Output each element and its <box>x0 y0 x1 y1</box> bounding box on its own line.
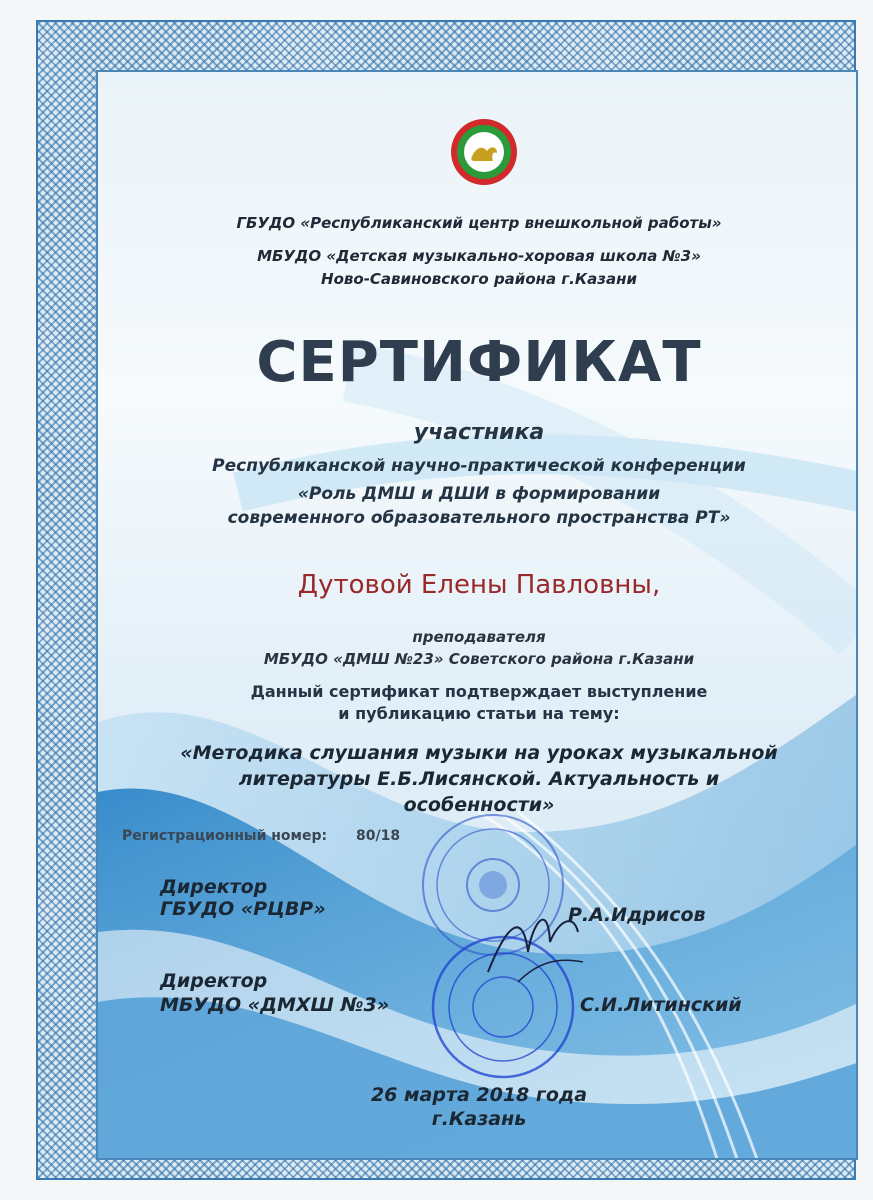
recipient-name: Дутовой Елены Павловны, <box>297 570 661 600</box>
subtitle-theme-1: «Роль ДМШ и ДШИ в формировании <box>297 484 661 504</box>
subtitle-theme-2: современного образовательного пространства РТ» <box>227 508 731 528</box>
registration-label: Регистрационный номер: <box>122 828 328 844</box>
signature-1-icon <box>478 882 588 1002</box>
director-1-name: Р.А.Идрисов <box>568 904 706 926</box>
confirmation-line-2: и публикацию статьи на тему: <box>338 704 620 723</box>
director-2-org: МБУДО «ДМХШ №3» <box>160 994 390 1016</box>
certificate-title: СЕРТИФИКАТ <box>256 330 702 395</box>
recipient-role: преподавателя <box>412 628 546 646</box>
topic-line-1: «Методика слушания музыки на уроках музыкальной <box>180 742 778 764</box>
topic-line-2: литературы Е.Б.Лисянской. Актуальность и <box>238 768 720 790</box>
certificate-body <box>96 70 858 1160</box>
certificate-border <box>36 20 856 1180</box>
recipient-school: МБУДО «ДМШ №23» Советского района г.Казани <box>263 650 695 668</box>
org-line-2: МБУДО «Детская музыкально-хоровая школа №3» <box>257 247 701 265</box>
confirmation-line-1: Данный сертификат подтверждает выступление <box>250 682 708 701</box>
topic-line-3: особенности» <box>403 794 555 816</box>
director-2-title: Директор <box>160 970 268 992</box>
director-1-org: ГБУДО «РЦВР» <box>160 898 326 920</box>
issue-date: 26 марта 2018 года <box>370 1084 588 1106</box>
registration-number: 80/18 <box>356 828 401 844</box>
director-2-name: С.И.Литинский <box>580 994 742 1016</box>
org-line-1: ГБУДО «Республиканский центр внешкольной работы» <box>236 214 722 232</box>
issue-city: г.Казань <box>431 1108 527 1130</box>
org-line-3: Ново-Савиновского района г.Казани <box>321 270 637 288</box>
subtitle-participant: участника <box>413 420 545 445</box>
subtitle-conference: Республиканской научно-практической конференции <box>212 456 746 476</box>
tatarstan-emblem-icon <box>449 117 519 187</box>
director-1-title: Директор <box>160 876 268 898</box>
